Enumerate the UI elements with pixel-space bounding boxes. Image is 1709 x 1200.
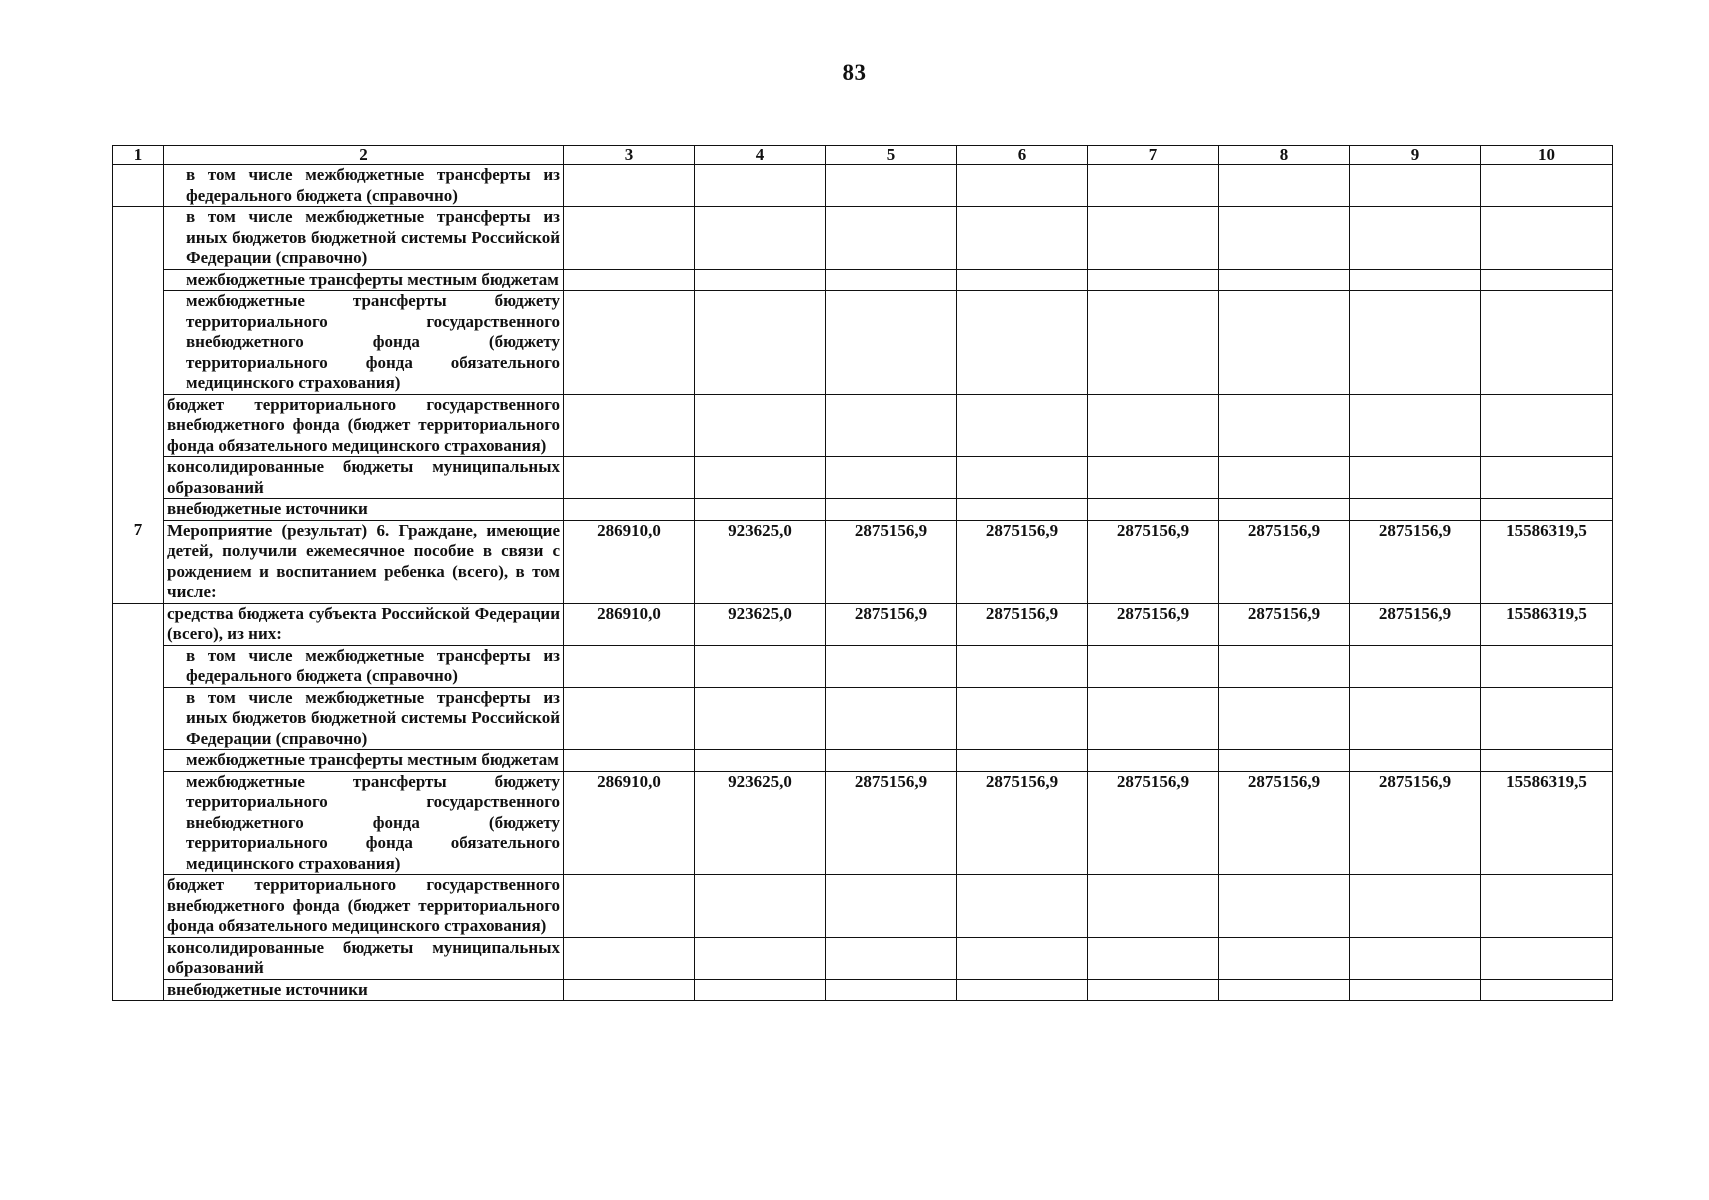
value-cell xyxy=(1088,687,1219,750)
value-cell xyxy=(1219,394,1350,457)
value-cell xyxy=(1481,207,1613,270)
value-cell xyxy=(1481,750,1613,772)
value-cell: 15586319,5 xyxy=(1481,603,1613,645)
value-cell xyxy=(695,750,826,772)
row-number-cell xyxy=(113,165,164,207)
value-cell xyxy=(695,165,826,207)
value-cell xyxy=(826,457,957,499)
value-cell: 286910,0 xyxy=(564,520,695,603)
table-row xyxy=(113,457,1613,499)
row-number-cell xyxy=(113,269,164,291)
value-cell xyxy=(826,165,957,207)
value-cell xyxy=(1350,750,1481,772)
table-row xyxy=(113,645,1613,687)
table-body xyxy=(113,146,1613,1001)
value-cell xyxy=(957,499,1088,521)
value-cell: 2875156,9 xyxy=(1088,771,1219,875)
value-cell xyxy=(957,687,1088,750)
value-cell xyxy=(1350,937,1481,979)
value-cell: 2875156,9 xyxy=(957,771,1088,875)
header-cell: 3 xyxy=(564,146,695,165)
value-cell xyxy=(695,207,826,270)
value-cell: 2875156,9 xyxy=(826,520,957,603)
header-cell: 5 xyxy=(826,146,957,165)
table-row xyxy=(113,291,1613,395)
value-cell xyxy=(564,207,695,270)
header-cell: 4 xyxy=(695,146,826,165)
value-cell xyxy=(826,687,957,750)
header-cell: 10 xyxy=(1481,146,1613,165)
value-cell xyxy=(695,979,826,1001)
value-cell xyxy=(1088,979,1219,1001)
value-cell xyxy=(957,875,1088,938)
value-cell xyxy=(1481,937,1613,979)
value-cell xyxy=(1088,499,1219,521)
table-row xyxy=(113,165,1613,207)
value-cell xyxy=(1350,457,1481,499)
value-cell xyxy=(1481,687,1613,750)
value-cell xyxy=(1350,394,1481,457)
row-number-cell xyxy=(113,394,164,457)
row-number-cell xyxy=(113,603,164,645)
row-number-cell xyxy=(113,771,164,875)
value-cell xyxy=(695,269,826,291)
value-cell: 2875156,9 xyxy=(1088,520,1219,603)
table-row xyxy=(113,269,1613,291)
value-cell xyxy=(1350,165,1481,207)
value-cell xyxy=(826,875,957,938)
value-cell xyxy=(564,457,695,499)
row-number-cell xyxy=(113,875,164,938)
header-cell: 2 xyxy=(164,146,564,165)
row-number-cell xyxy=(113,291,164,395)
value-cell: 15586319,5 xyxy=(1481,771,1613,875)
table-row xyxy=(113,394,1613,457)
value-cell xyxy=(1219,937,1350,979)
value-cell xyxy=(1219,750,1350,772)
value-cell xyxy=(695,937,826,979)
value-cell xyxy=(695,499,826,521)
value-cell xyxy=(564,269,695,291)
value-cell xyxy=(1219,687,1350,750)
row-description-cell: межбюджетные трансферты бюджету территориального государственного внебюджетного фонда (бюджету территориального фонда обязательного медицинского страхования) xyxy=(164,291,564,395)
value-cell xyxy=(826,979,957,1001)
row-number-cell: 7 xyxy=(113,520,164,603)
row-description-cell: в том числе межбюджетные трансферты из федерального бюджета (справочно) xyxy=(164,165,564,207)
value-cell xyxy=(1481,165,1613,207)
value-cell xyxy=(1481,979,1613,1001)
row-description-cell: бюджет территориального государственного внебюджетного фонда (бюджет территориального фонда обязательного медицинского страхования) xyxy=(164,394,564,457)
header-cell: 1 xyxy=(113,146,164,165)
value-cell xyxy=(826,750,957,772)
value-cell xyxy=(1088,207,1219,270)
table-row xyxy=(113,875,1613,938)
value-cell: 2875156,9 xyxy=(1219,520,1350,603)
row-description-cell: консолидированные бюджеты муниципальных образований xyxy=(164,937,564,979)
value-cell xyxy=(1219,875,1350,938)
value-cell xyxy=(1481,394,1613,457)
row-number-cell xyxy=(113,457,164,499)
header-row xyxy=(113,146,1613,165)
value-cell: 2875156,9 xyxy=(1350,771,1481,875)
value-cell: 2875156,9 xyxy=(1350,520,1481,603)
value-cell xyxy=(957,394,1088,457)
value-cell xyxy=(1350,269,1481,291)
value-cell xyxy=(1481,291,1613,395)
value-cell xyxy=(564,499,695,521)
row-number-cell xyxy=(113,937,164,979)
value-cell xyxy=(1219,291,1350,395)
row-description-cell: в том числе межбюджетные трансферты из иных бюджетов бюджетной системы Российской Федерации (справочно) xyxy=(164,207,564,270)
value-cell xyxy=(1088,165,1219,207)
value-cell xyxy=(564,687,695,750)
value-cell xyxy=(695,291,826,395)
value-cell: 2875156,9 xyxy=(1350,603,1481,645)
value-cell xyxy=(826,207,957,270)
value-cell xyxy=(1350,499,1481,521)
value-cell xyxy=(1219,269,1350,291)
value-cell xyxy=(1350,291,1481,395)
row-number-cell xyxy=(113,979,164,1001)
table-row xyxy=(113,520,1613,603)
value-cell: 2875156,9 xyxy=(826,771,957,875)
value-cell xyxy=(695,645,826,687)
value-cell xyxy=(957,457,1088,499)
row-number-cell xyxy=(113,645,164,687)
value-cell xyxy=(957,645,1088,687)
row-description-cell: межбюджетные трансферты местным бюджетам xyxy=(164,750,564,772)
value-cell xyxy=(826,394,957,457)
value-cell xyxy=(826,291,957,395)
value-cell xyxy=(564,937,695,979)
row-number-cell xyxy=(113,207,164,270)
header-cell: 9 xyxy=(1350,146,1481,165)
page-number: 83 xyxy=(842,60,867,85)
row-number-cell xyxy=(113,499,164,521)
value-cell: 2875156,9 xyxy=(1219,603,1350,645)
value-cell xyxy=(1088,457,1219,499)
table-row xyxy=(113,207,1613,270)
value-cell xyxy=(564,394,695,457)
row-description-cell: межбюджетные трансферты бюджету территориального государственного внебюджетного фонда (бюджету территориального фонда обязательного медицинского страхования) xyxy=(164,771,564,875)
row-description-cell: консолидированные бюджеты муниципальных образований xyxy=(164,457,564,499)
value-cell: 2875156,9 xyxy=(1219,771,1350,875)
value-cell xyxy=(564,291,695,395)
header-cell: 7 xyxy=(1088,146,1219,165)
row-number-cell xyxy=(113,750,164,772)
value-cell xyxy=(1481,875,1613,938)
value-cell xyxy=(695,875,826,938)
row-description-cell: бюджет территориального государственного внебюджетного фонда (бюджет территориального фонда обязательного медицинского страхования) xyxy=(164,875,564,938)
value-cell xyxy=(1088,750,1219,772)
value-cell xyxy=(1350,207,1481,270)
value-cell xyxy=(1088,394,1219,457)
value-cell xyxy=(1350,979,1481,1001)
value-cell xyxy=(1088,937,1219,979)
value-cell: 15586319,5 xyxy=(1481,520,1613,603)
value-cell xyxy=(1219,499,1350,521)
table-row xyxy=(113,499,1613,521)
value-cell xyxy=(1088,645,1219,687)
row-description-cell: в том числе межбюджетные трансферты из иных бюджетов бюджетной системы Российской Федерации (справочно) xyxy=(164,687,564,750)
table-row xyxy=(113,687,1613,750)
value-cell: 923625,0 xyxy=(695,603,826,645)
budget-table xyxy=(112,145,1613,1001)
value-cell xyxy=(826,269,957,291)
table-row xyxy=(113,771,1613,875)
row-description-cell: Мероприятие (результат) 6. Граждане, имеющие детей, получили ежемесячное пособие в связи с рождением и воспитанием ребенка (всего), в том числе: xyxy=(164,520,564,603)
value-cell xyxy=(1350,687,1481,750)
value-cell xyxy=(1088,291,1219,395)
table-row xyxy=(113,750,1613,772)
value-cell xyxy=(1219,165,1350,207)
value-cell xyxy=(1350,875,1481,938)
value-cell: 286910,0 xyxy=(564,603,695,645)
value-cell xyxy=(957,269,1088,291)
value-cell xyxy=(564,165,695,207)
value-cell xyxy=(826,645,957,687)
value-cell xyxy=(957,750,1088,772)
value-cell xyxy=(564,645,695,687)
value-cell: 2875156,9 xyxy=(957,520,1088,603)
value-cell xyxy=(1219,645,1350,687)
value-cell: 923625,0 xyxy=(695,520,826,603)
value-cell xyxy=(957,979,1088,1001)
value-cell xyxy=(564,979,695,1001)
row-number-cell xyxy=(113,687,164,750)
row-description-cell: внебюджетные источники xyxy=(164,499,564,521)
value-cell xyxy=(1481,457,1613,499)
row-description-cell: в том числе межбюджетные трансферты из федерального бюджета (справочно) xyxy=(164,645,564,687)
value-cell xyxy=(826,499,957,521)
header-cell: 6 xyxy=(957,146,1088,165)
value-cell xyxy=(564,750,695,772)
value-cell xyxy=(957,937,1088,979)
value-cell xyxy=(695,394,826,457)
value-cell xyxy=(1481,499,1613,521)
table-row xyxy=(113,603,1613,645)
value-cell xyxy=(957,165,1088,207)
value-cell xyxy=(1350,645,1481,687)
value-cell xyxy=(695,457,826,499)
value-cell: 2875156,9 xyxy=(826,603,957,645)
value-cell xyxy=(1088,875,1219,938)
value-cell xyxy=(1088,269,1219,291)
value-cell: 2875156,9 xyxy=(1088,603,1219,645)
value-cell xyxy=(1219,979,1350,1001)
header-cell: 8 xyxy=(1219,146,1350,165)
value-cell xyxy=(826,937,957,979)
value-cell xyxy=(695,687,826,750)
row-description-cell: средства бюджета субъекта Российской Федерации (всего), из них: xyxy=(164,603,564,645)
value-cell xyxy=(957,291,1088,395)
value-cell xyxy=(1481,269,1613,291)
table-row xyxy=(113,979,1613,1001)
value-cell: 923625,0 xyxy=(695,771,826,875)
value-cell: 2875156,9 xyxy=(957,603,1088,645)
value-cell xyxy=(957,207,1088,270)
row-description-cell: внебюджетные источники xyxy=(164,979,564,1001)
value-cell xyxy=(1481,645,1613,687)
value-cell xyxy=(1219,207,1350,270)
value-cell xyxy=(564,875,695,938)
value-cell xyxy=(1219,457,1350,499)
value-cell: 286910,0 xyxy=(564,771,695,875)
table-row xyxy=(113,937,1613,979)
row-description-cell: межбюджетные трансферты местным бюджетам xyxy=(164,269,564,291)
